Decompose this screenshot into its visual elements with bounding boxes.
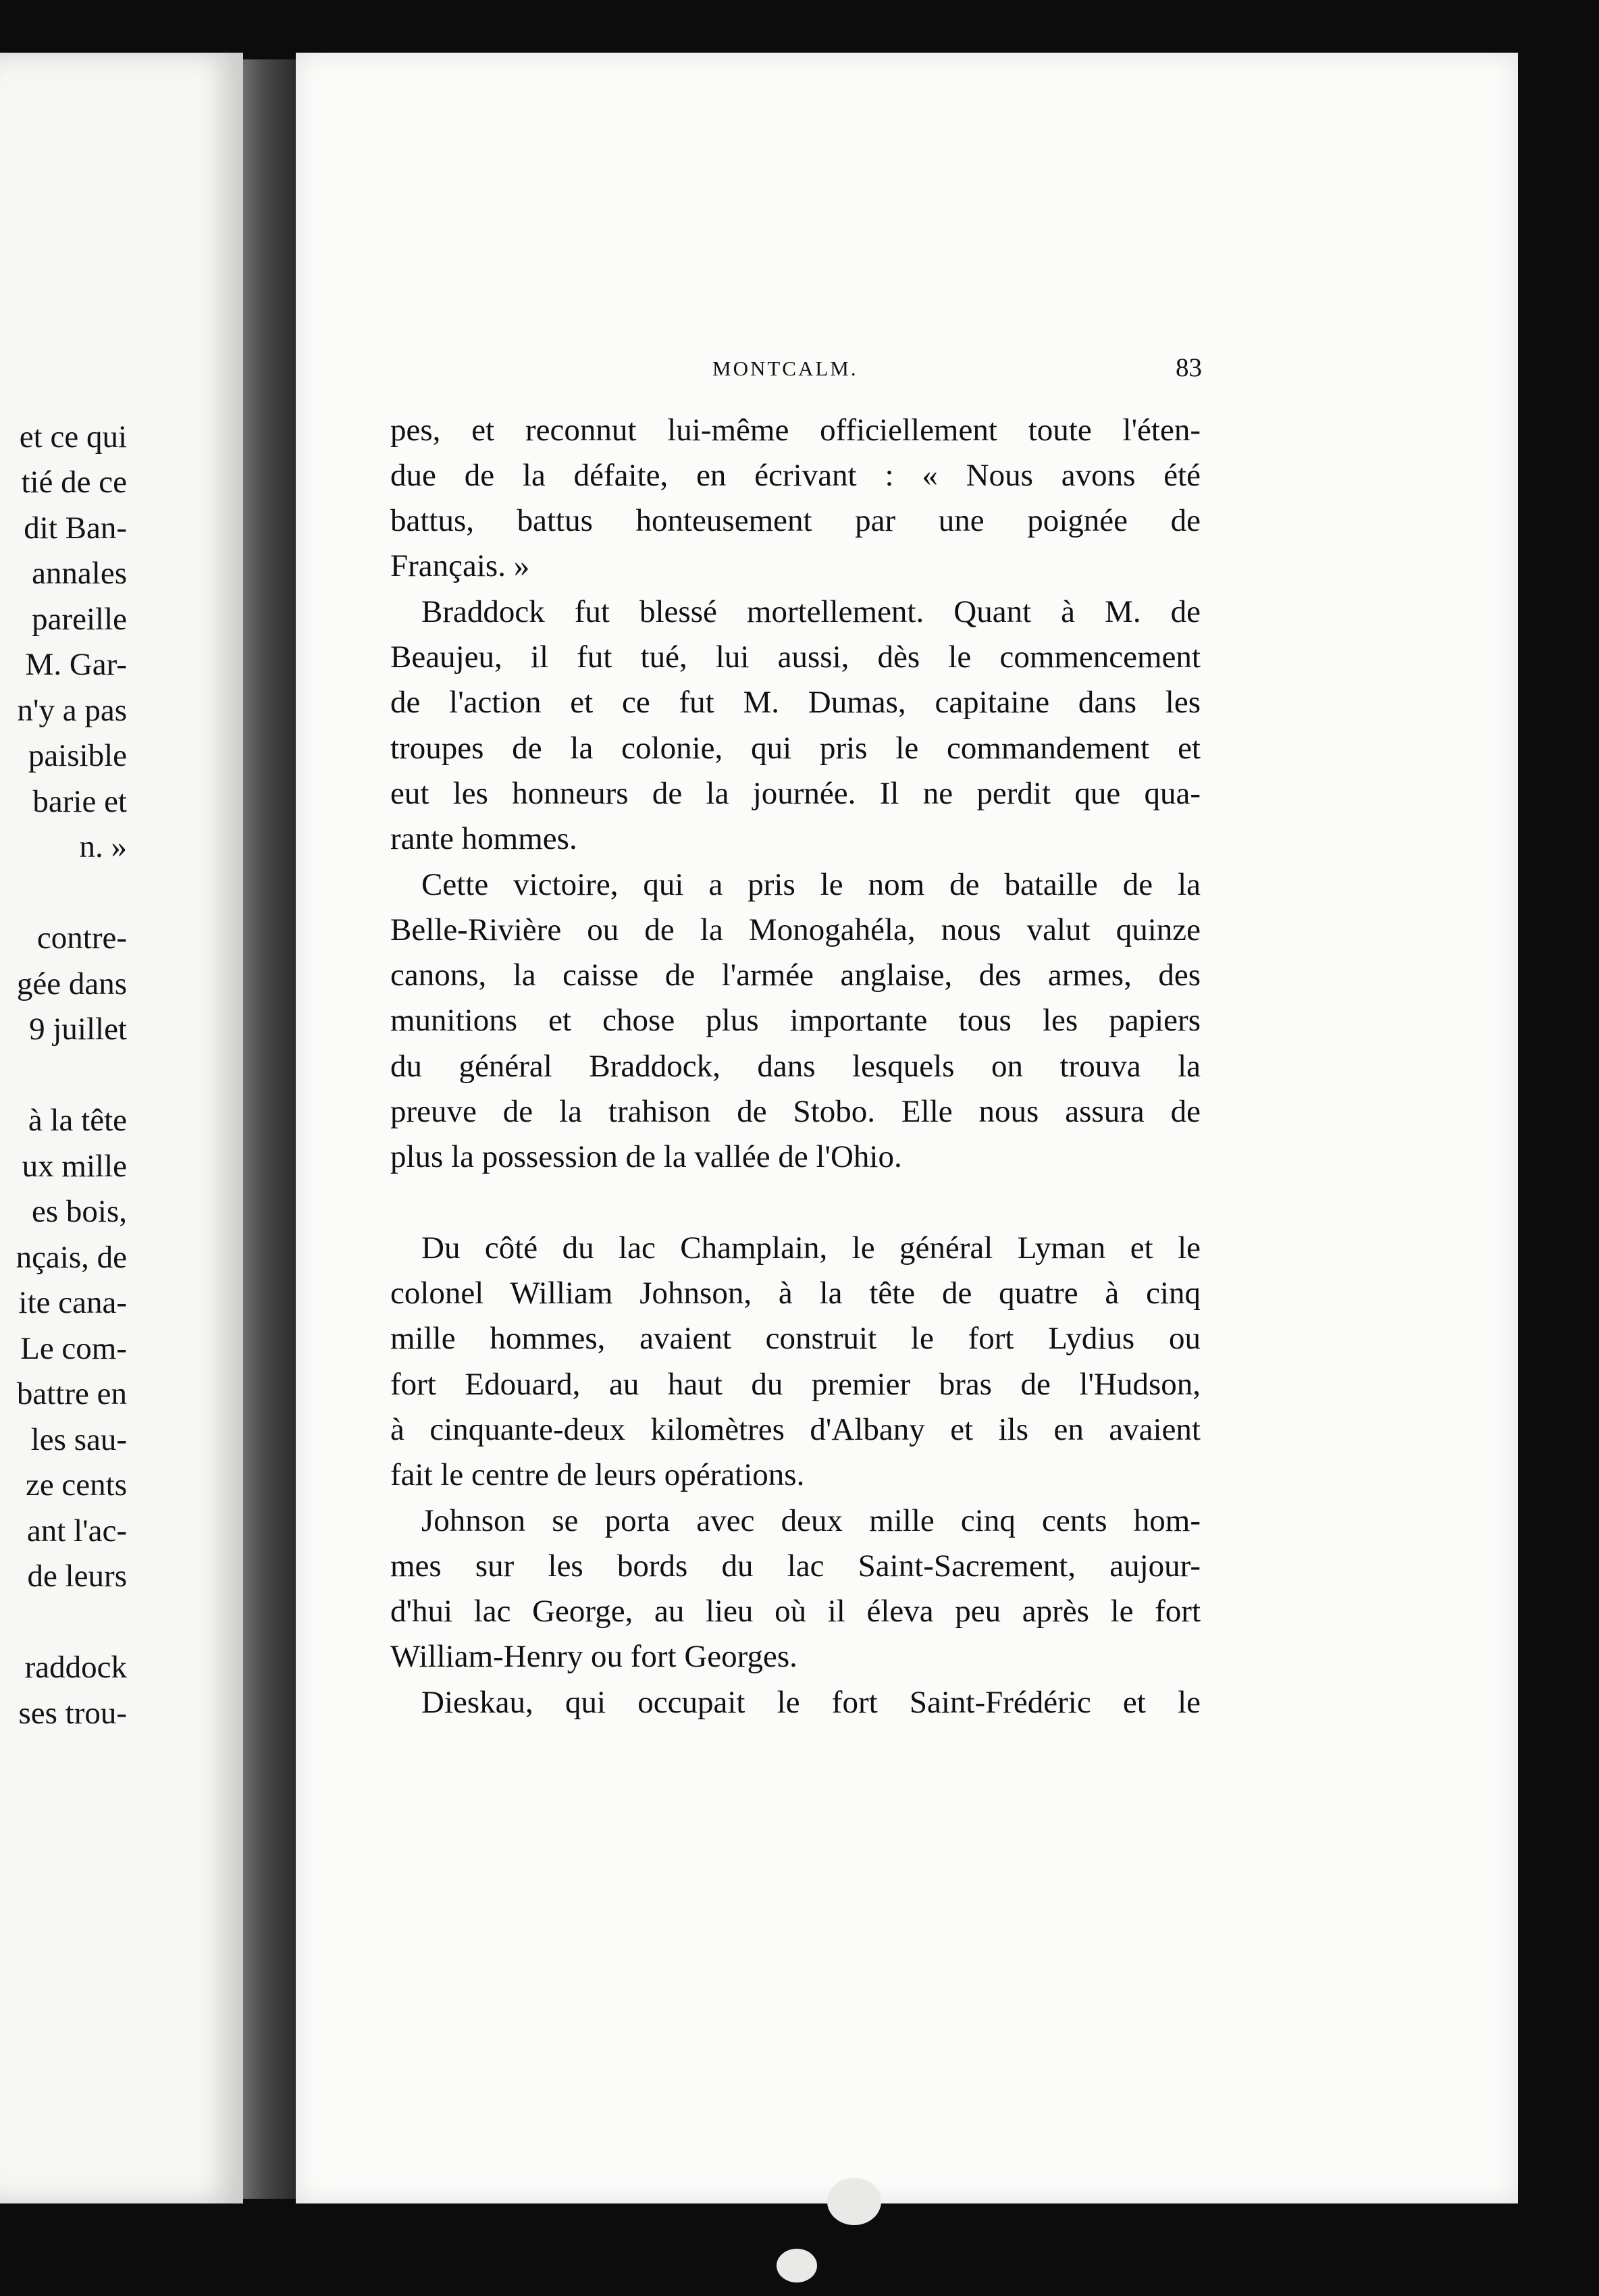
- text-line: mille hommes, avaient construit le fort Lydius ou: [390, 1321, 1201, 1356]
- text-line: fait le centre de leurs opérations.: [390, 1457, 805, 1492]
- left-page-line: Le com-: [20, 1331, 127, 1366]
- text-line: eut les honneurs de la journée. Il ne perdit que qua-: [390, 776, 1201, 811]
- left-page-line: M. Gar-: [25, 647, 127, 682]
- text-line: d'hui lac George, au lieu où il éleva peu après le fort: [390, 1594, 1201, 1629]
- paper-blemish: [827, 2178, 881, 2225]
- left-page-line: gée dans: [16, 966, 127, 1001]
- left-page-line: barie et: [32, 784, 127, 819]
- left-page-line: n'y a pas: [17, 693, 127, 728]
- left-page-line: ant l'ac-: [26, 1513, 127, 1548]
- left-page-line: ses trou-: [18, 1696, 127, 1731]
- text-line: Français. »: [390, 548, 530, 583]
- text-line: battus, battus honteusement par une poignée de: [390, 503, 1201, 538]
- left-page-line: contre-: [36, 920, 127, 956]
- left-page-line: nçais, de: [16, 1240, 127, 1275]
- paper-blemish: [777, 2249, 817, 2282]
- text-line: William-Henry ou fort Georges.: [390, 1639, 797, 1674]
- left-page-line: raddock: [24, 1650, 127, 1685]
- text-line: Braddock fut blessé mortellement. Quant à M. de: [421, 594, 1201, 629]
- text-line: Dieskau, qui occupait le fort Saint-Frédéric et le: [421, 1685, 1201, 1720]
- running-title: MONTCALM.: [712, 357, 858, 380]
- left-page-line: 9 juillet: [29, 1012, 127, 1047]
- left-page-line: ux mille: [22, 1149, 127, 1184]
- text-line: fort Edouard, au haut du premier bras de l'Hudson,: [390, 1367, 1201, 1402]
- left-page-line: les sau-: [30, 1422, 127, 1457]
- text-line: Belle-Rivière ou de la Monogahéla, nous valut quinze: [390, 912, 1201, 947]
- text-line: Cette victoire, qui a pris le nom de bataille de la: [421, 867, 1201, 902]
- text-line: rante hommes.: [390, 821, 577, 856]
- left-page-line: ite cana-: [18, 1285, 127, 1320]
- text-line: plus la possession de la vallée de l'Ohio.: [390, 1139, 902, 1174]
- left-page-line: et ce qui: [19, 419, 127, 454]
- left-page-line: de leurs: [27, 1559, 127, 1594]
- text-line: due de la défaite, en écrivant : « Nous avons été: [390, 458, 1201, 493]
- page-number: 83: [1176, 353, 1202, 382]
- text-line: Johnson se porta avec deux mille cinq cents hom-: [421, 1503, 1201, 1538]
- text-line: preuve de la trahison de Stobo. Elle nous assura de: [390, 1094, 1201, 1129]
- left-page-line: tié de ce: [21, 465, 127, 500]
- left-facing-page: [0, 53, 243, 2203]
- left-page-line: dit Ban-: [24, 511, 127, 546]
- left-page-line: n. »: [79, 829, 127, 864]
- text-line: colonel William Johnson, à la tête de quatre à cinq: [390, 1276, 1201, 1311]
- text-line: canons, la caisse de l'armée anglaise, des armes, des: [390, 958, 1201, 993]
- text-line: munitions et chose plus importante tous les papiers: [390, 1003, 1201, 1038]
- left-page-line: battre en: [16, 1376, 127, 1411]
- left-page-line: es bois,: [32, 1194, 127, 1229]
- text-line: pes, et reconnut lui-même officiellement toute l'éten-: [390, 413, 1201, 448]
- left-page-line: ze cents: [25, 1467, 127, 1503]
- text-line: mes sur les bords du lac Saint-Sacrement, aujour-: [390, 1548, 1201, 1584]
- text-line: à cinquante-deux kilomètres d'Albany et ils en avaient: [390, 1412, 1201, 1447]
- text-line: troupes de la colonie, qui pris le commandement et: [390, 731, 1201, 766]
- text-line: du général Braddock, dans lesquels on trouva la: [390, 1049, 1201, 1084]
- text-line: Du côté du lac Champlain, le général Lyman et le: [421, 1230, 1201, 1266]
- left-page-line: annales: [32, 556, 127, 591]
- book-gutter: [243, 59, 296, 2199]
- left-page-line: paisible: [28, 738, 127, 773]
- text-line: de l'action et ce fut M. Dumas, capitaine dans les: [390, 685, 1201, 720]
- left-page-line: pareille: [32, 602, 127, 637]
- text-line: Beaujeu, il fut tué, lui aussi, dès le commencement: [390, 640, 1201, 675]
- left-page-line: à la tête: [28, 1103, 127, 1138]
